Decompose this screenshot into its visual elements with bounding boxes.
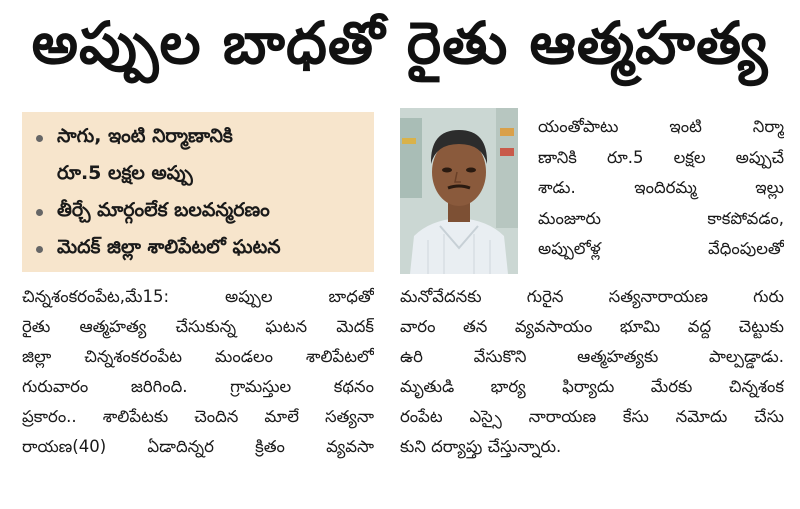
article-line: యంతోపాటు ఇంటి నిర్మా: [538, 117, 784, 136]
article-column-right-top: [538, 112, 784, 265]
article-line: రంపేట ఎస్సై నారాయణ కేసు నమోదు చేసు: [400, 407, 784, 426]
article-line: చిన్నశంకరంపేట,మే15: అప్పుల బాధతో: [22, 287, 374, 306]
highlight-item: [36, 120, 364, 157]
highlight-text: రూ.5 లక్షల అప్పు: [57, 162, 193, 184]
article-column-right-bottom: [400, 282, 784, 462]
article-line: ణానికి రూ.5 లక్షల అప్పుచే: [538, 147, 784, 167]
highlights-box: [22, 112, 374, 272]
article-line: కుని దర్యాప్తు చేస్తున్నారు.: [400, 437, 562, 456]
article-line: మంజూరు కాకపోవడం,: [538, 208, 784, 228]
highlight-text: తీర్చే మార్గంలేక బలవన్మరణం: [57, 199, 270, 221]
bullet-icon: [36, 135, 43, 142]
article-line: మనోవేదనకు గురైన సత్యనారాయణ గురు: [400, 287, 784, 306]
bullet-icon: [36, 209, 43, 216]
highlight-text: మెదక్ జిల్లా శాలిపేటలో ఘటన: [57, 236, 281, 258]
article-line: అప్పులోళ్ల వేధింపులతో: [538, 239, 784, 258]
person-portrait-icon: [400, 108, 518, 274]
article-headline: అప్పుల బాధతో రైతు ఆత్మహత్య: [31, 8, 769, 77]
article-line: మృతుడి భార్య ఫిర్యాదు మేరకు చిన్నశంక: [400, 377, 784, 396]
article-line: శాడు. ఇందిరమ్మ ఇల్లు: [538, 178, 784, 197]
article-line: వారం తన వ్యవసాయం భూమి వద్ద చెట్టుకు: [400, 317, 784, 336]
highlight-item: [36, 157, 364, 194]
article-line: రాయణ(40) ఏడాదిన్నర క్రితం వ్యవసా: [22, 437, 374, 456]
highlight-text: సాగు, ఇంటి నిర్మాణానికి: [57, 125, 233, 147]
article-column-left: [22, 282, 374, 462]
article-line: గురువారం జరిగింది. గ్రామస్తుల కథనం: [22, 377, 374, 396]
article-line: రైతు ఆత్మహత్య చేసుకున్న ఘటన మెదక్: [22, 317, 374, 336]
highlight-item: [36, 231, 364, 268]
farmer-portrait-photo: [400, 108, 518, 274]
highlight-item: [36, 194, 364, 231]
article-line: జిల్లా చిన్నశంకరంపేట మండలం శాలిపేటలో: [22, 347, 374, 366]
article-line: ఉరి వేసుకొని ఆత్మహత్యకు పాల్పడ్డాడు.: [400, 347, 784, 366]
article-line: ప్రకారం.. శాలిపేటకు చెందిన మాలే సత్యనా: [22, 407, 374, 426]
bullet-icon: [36, 246, 43, 253]
